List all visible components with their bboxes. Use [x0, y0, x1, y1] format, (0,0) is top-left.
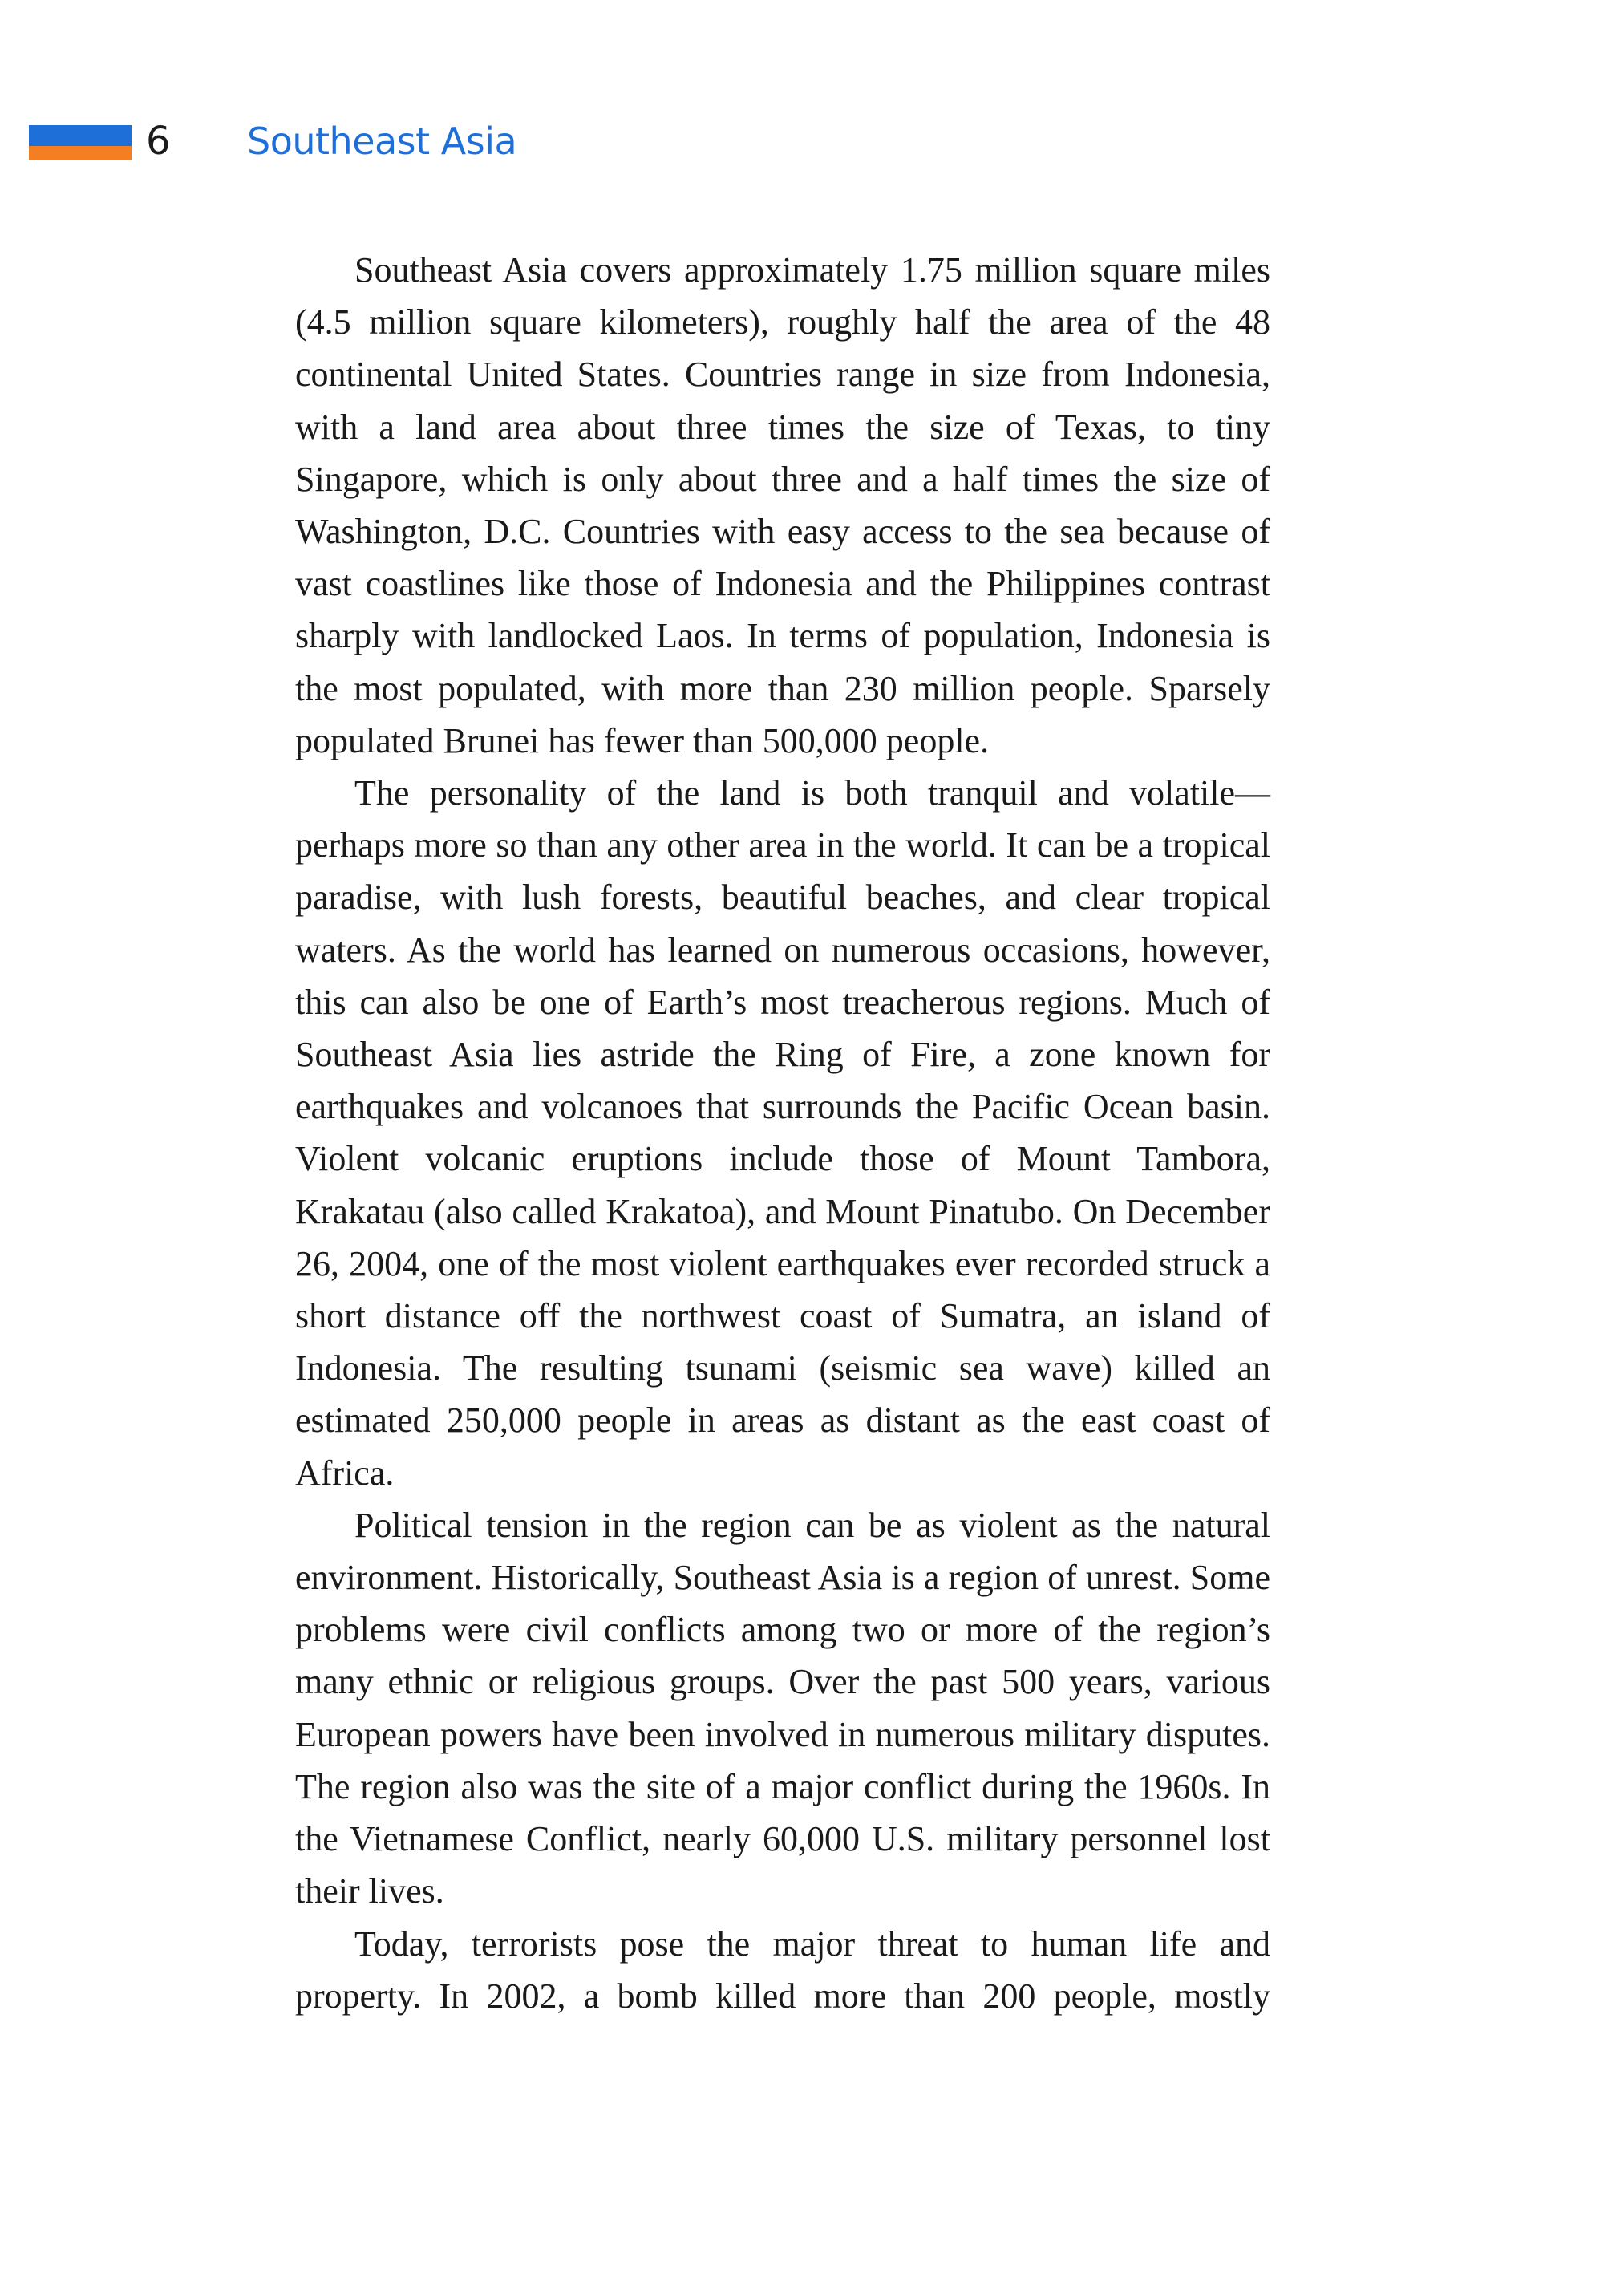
- page-number: 6: [146, 119, 171, 164]
- header-color-bar: [29, 125, 132, 160]
- running-title: Southeast Asia: [247, 120, 517, 163]
- page-header: [0, 120, 722, 165]
- body-text: [295, 244, 1270, 2022]
- paragraph: Southeast Asia covers approximately 1.75 million square miles (4.5 million square kilometers), roughly half the area of the 48 continental United States. Countries range in size from Indonesia, with a land area about three times the size of Texas, to tiny Singapore, which is only about three and a half times the size of Washington, D.C. Countries with easy access to the sea because of vast coastlines like those of Indonesia and the Philippines contrast sharply with landlocked Laos. In terms of population, Indonesia is the most populated, with more than 230 million people. Sparsely populated Brunei has fewer than 500,000 people.: [295, 250, 1270, 760]
- paragraph: The personality of the land is both tranquil and volatile—perhaps more so than any other area in the world. It can be a tropical paradise, with lush forests, beautiful beaches, and clear tropical waters. As the world has learned on numerous occasions, however, this can also be one of Earth’s most treacherous regions. Much of Southeast Asia lies astride the Ring of Fire, a zone known for earthquakes and volcanoes that surrounds the Pacific Ocean basin. Violent volcanic eruptions include those of Mount Tambora, Krakatau (also called Krakatoa), and Mount Pinatubo. On December 26, 2004, one of the most violent earthquakes ever recorded struck a short distance off the northwest coast of Sumatra, an island of Indonesia. The resulting tsunami (seismic sea wave) killed an estimated 250,000 people in areas as distant as the east coast of Africa.: [295, 773, 1270, 1493]
- header-bar-blue: [29, 125, 132, 146]
- paragraph: Today, terrorists pose the major threat to human life and property. In 2002, a bomb killed more than 200 people, mostly: [295, 1923, 1270, 2016]
- header-bar-orange: [29, 146, 132, 160]
- paragraph: Political tension in the region can be as violent as the natural environment. Historically, Southeast Asia is a region of unrest. Some problems were civil conflicts among two or more of the region’s many ethnic or religious groups. Over the past 500 years, various European powers have been involved in numerous military disputes. The region also was the site of a major conflict during the 1960s. In the Vietnamese Conflict, nearly 60,000 U.S. military personnel lost their lives.: [295, 1505, 1270, 1911]
